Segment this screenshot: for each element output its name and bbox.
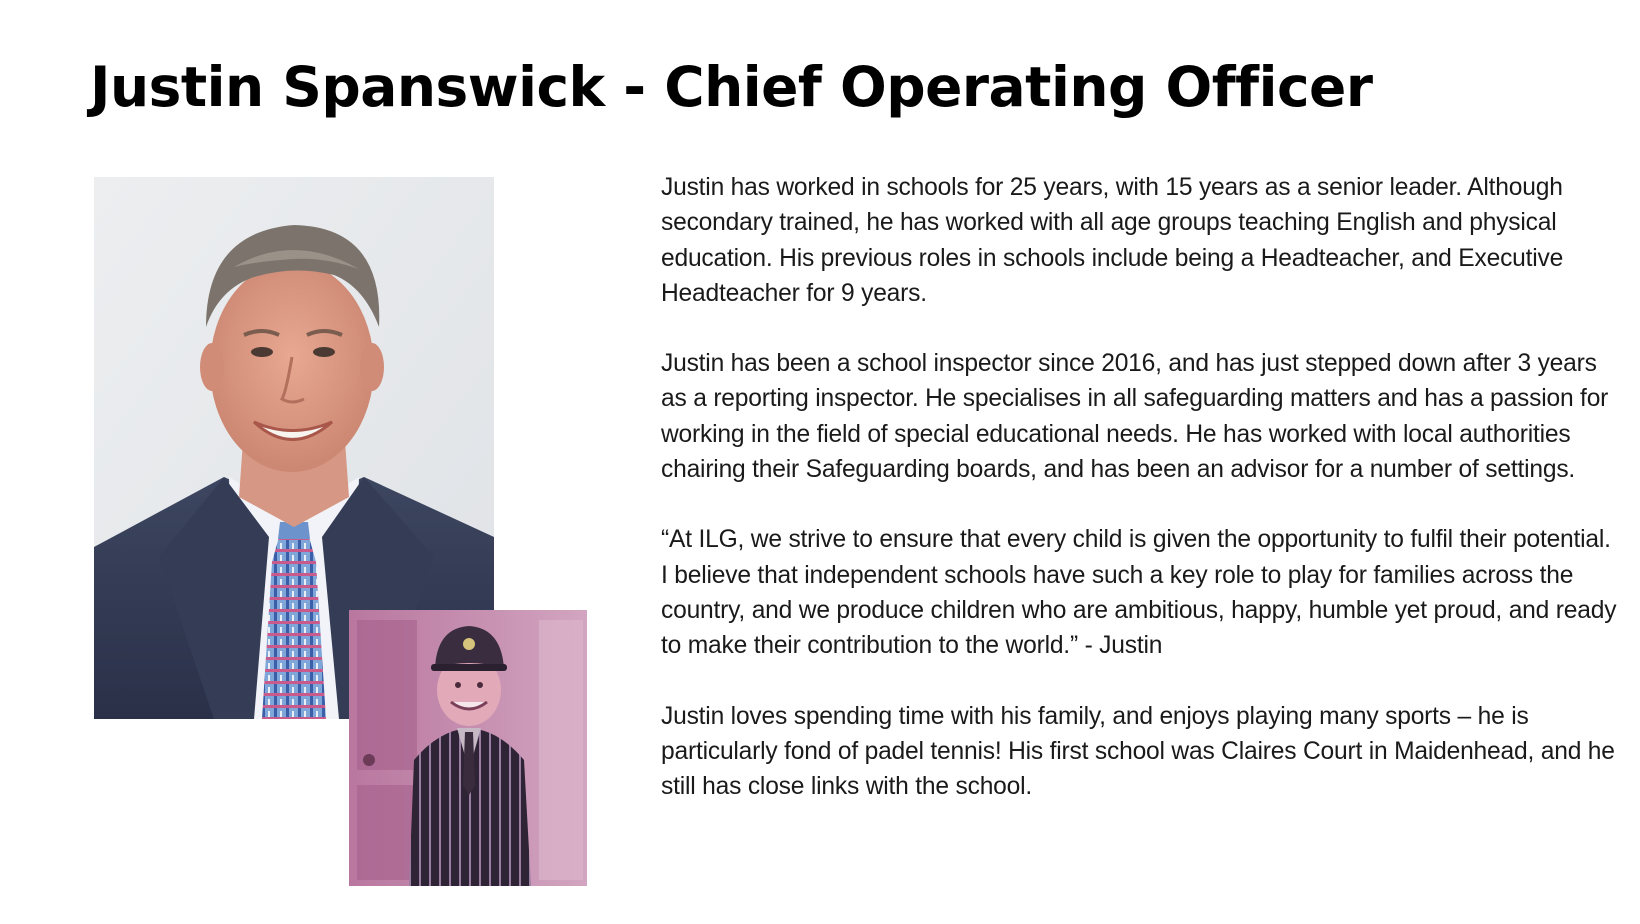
bio-text	[661, 170, 1621, 839]
quote-paragraph: “At ILG, we strive to ensure that every child is given the opportunity to fulfil their potential. I believe that independent schools have such a key role to play for families across the country, and we produce children who are ambitious, happy, humble yet proud, and ready to make their contribution to the world.” - Justin	[661, 526, 1617, 660]
childhood-photo	[349, 610, 587, 886]
bio-paragraph: Justin has worked in schools for 25 years, with 15 years as a senior leader. Although secondary trained, he has worked with all age groups teaching English and physical education. His previous roles in schools include being a Headteacher, and Executive Headteacher for 9 years.	[661, 174, 1564, 307]
bio-paragraph: Justin has been a school inspector since 2016, and has just stepped down after 3 years as a reporting inspector. He specialises in all safeguarding matters and has a passion for working in the field of special educational needs. He has worked with local authorities chairing their Safeguarding boards, and has been an advisor for a number of settings.	[661, 350, 1609, 484]
bio-paragraph: Justin loves spending time with his family, and enjoys playing many sports – he is particularly fond of padel tennis! His first school was Claires Court in Maidenhead, and he still has close links with the school.	[661, 702, 1615, 801]
page-title: Justin Spanswick - Chief Operating Officer	[90, 55, 1373, 119]
